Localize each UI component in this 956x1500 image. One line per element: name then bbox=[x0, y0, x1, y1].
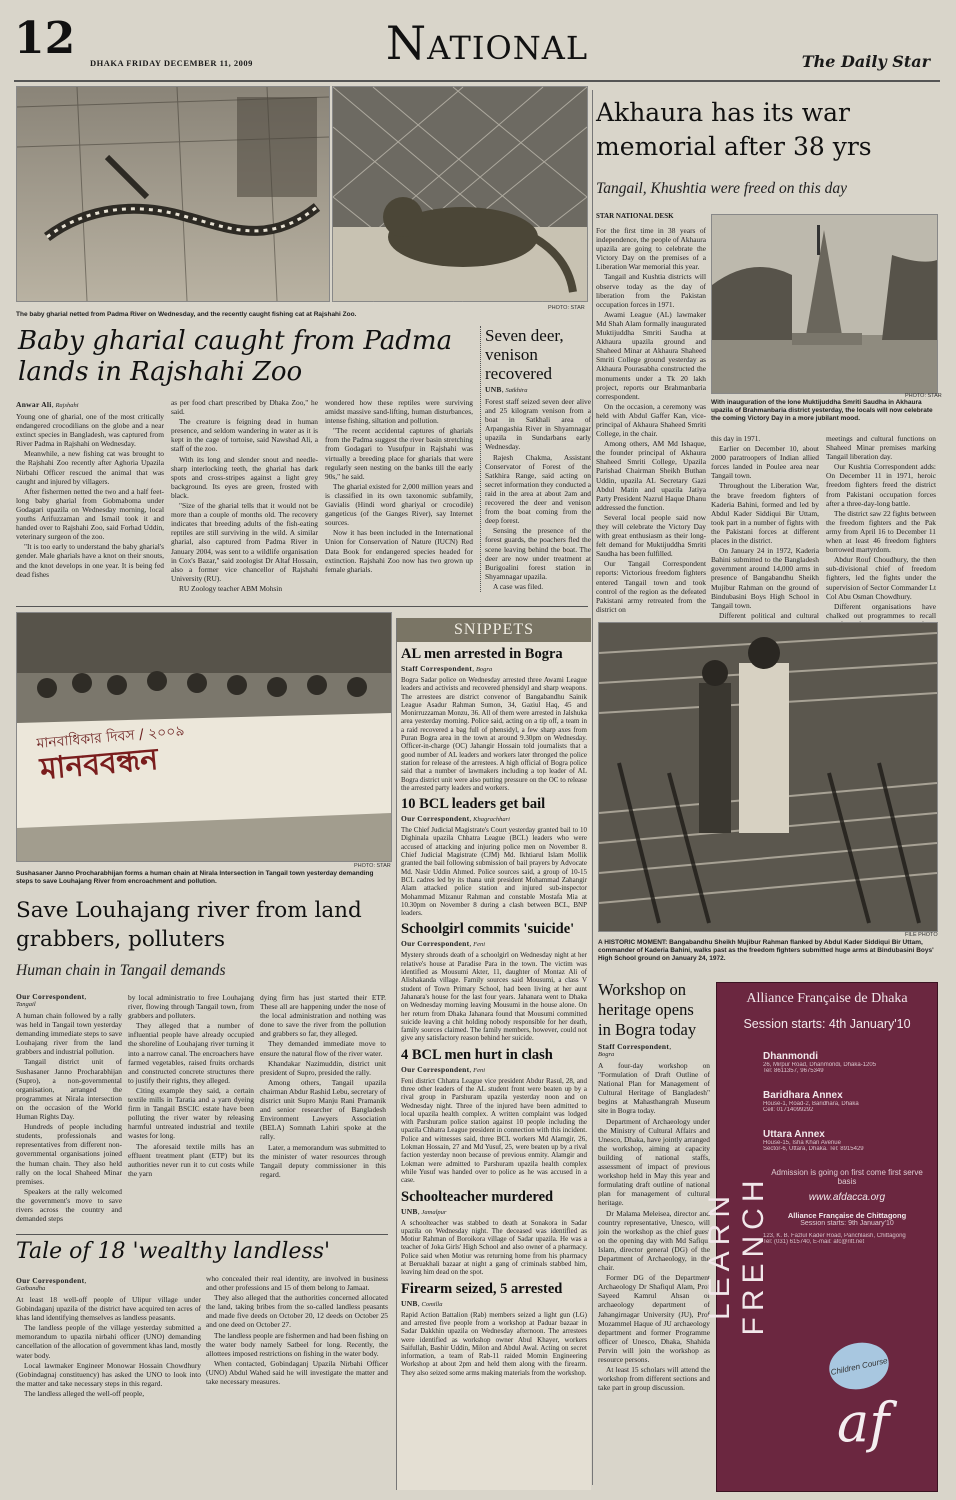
svg-text:মানবাধিকার দিবস / ২০০৯: মানবাধিকার দিবস / ২০০৯ bbox=[35, 723, 186, 752]
louhajang-headline: Save Louhajang river from land grabbers, polluters bbox=[16, 898, 362, 952]
louhajang-col3: dying firm has just started their ETP. These all are happening under the nose of the local administration and nothing was done to save the river from the pollution and grabbers so far, they alleged. They demanded immediate move to ensure the natural flow of the river water. Khandakar Nazimuddin, district unit president of Supro, presided the rally. Among others, Tangail upazila chairman Abdur Rashid Lebu, secretary of district unit Supro Manju Rani Pramanik and senior researcher of Bangladesh Environment Lawyers Association (BELA) Somnath Lahiri spoke at the rally. Later, a memorandum was submitted to the minister of water resources through Tangail deputy commissioner in this regard. bbox=[260, 993, 386, 1179]
akhaura-subhead: Tangail, Khushtia were freed on this day bbox=[596, 180, 848, 197]
akhaura-col1: For the first time in 38 years of independence, the people of Akhaura upazila are going to celebrate the Victory Day on the premises of a Liberation War memorial this year. Tangail and Kushtia districts will observe today as the day of liberation from the Pakistan occupation forces in 1971. Awami League (AL) lawmaker Md Shah Alam formally inaugurated Muktijuddha Smriti Saudha at Akhaura upazila ground and Shaheed Minar at Akhaura Shaheed Smriti College ground yesterday as Akhaura Pourasabha constructed the monuments under a Tk 20 lakh project, reports our Brahmanbaria correspondent. On the occasion, a ceremony was held with Abdul Gaffer Kan, vice-principal of Akhaura Shaheed Smriti College, in the chair. Among others, AM Md Ishaque, the founder principal of Akhaura Shaheed Smriti College, Upazila Parishad Chairman Sheikh Buthan Uddin, upazila AL Secretary Gazi Abdul Matin and upazila Jatiya Party President Nazrul Haque Dhanu addressed the function. Several local people said now they will celebrate the Victory Day with great enthusiasm as their long-felt demand for Muktijuddha Smriti Saudha has been fulfilled. Our Tangail Correspondent reports: Victorious freedom fighters entered Tangail town and took control of the region as the defeated Pakistani army retreated from the district on bbox=[596, 226, 706, 614]
landless-col2: who concealed their real identity, are involved in business and other professions and 15 of them belong to Jamaat. They also alleged that the authorities concerned allocated the land, taking bribes from the so-called landless peasants and made five deeds on October 20, 12 deeds on October 25 and one deed on October 27. The landless people are fishermen and had been fishing on the water body namely Satbeel for long. Recently, the allottees imposed restrictions on fishing in the water body. When contacted, Gobindaganj Upazila Nirbahi Officer (UNO) Abdul Wahed said he will investigate the matter and take necessary measures. bbox=[206, 1274, 388, 1387]
deer-headline: Seven deer, venison recovered bbox=[485, 326, 564, 383]
louhajang-byline: Our Correspondent, Tangail bbox=[16, 992, 87, 1008]
human-chain-photo bbox=[16, 612, 392, 862]
gharial-photo bbox=[16, 86, 330, 302]
dateline: DHAKA FRIDAY DECEMBER 11, 2009 bbox=[90, 58, 253, 68]
historic-moment-photo bbox=[598, 622, 938, 932]
memorial-photo bbox=[711, 214, 938, 394]
akhaura-col3: meetings and cultural functions on Shaheed Minar premises marking Tangail liberation day. Our Kushtia Correspondent adds: On December 11 in 1971, heroic freedom fighters freed the district from Pakistani occupation forces after a three-day-long battle. The district saw 22 fights between the freedom fighters and the Pak army from April 16 to December 11 when at least 46 freedom fighters borrowed martyrdom. Abdur Rouf Choudhury, the then sub-divisional chief of freedom fighters, led the fights under the supervision of Sector Commander Lt Col Abu Osman Chowdhury. Different organisations have chalked out programmes to recall bbox=[826, 434, 936, 620]
deer-story: Seven deer, venison recovered UNB, Satkhira Forest staff seized seven deer alive and 25 kilogram venison from a boat in Satkhali area of Arpangashia River in Shyamnagar upazila in Sundarbans early Wednesday. Rajesh Chakma, Assistant Conservator of Forest of the Satkhira Range, said acting on secret information they conducted a raid in the area at about 2am and recovered the deer and venison from the boat coming from the deep forest. Sensing the presence of the forest guards, the poachers fled the scene leaving behind the boat. The deer are now under treatment at Burigoalini forest station in Shyamnagar upazila. A case was filed. bbox=[480, 326, 591, 592]
ad-children-badge: Children Course bbox=[825, 1337, 893, 1394]
gharial-col3: wondered how these reptiles were surviving amidst massive sand-lifting, human disturbances, intense fishing, siltation and pollution. "The recent accidental captures of gharials from the Padma suggest the river basin stretching from Godagari to Yusufpur in Rajshahi was virtually a breeding place for gharials that were regularly seen nesting on the banks till the early 90s," he said. The gharial existed for 2,000 million years and is classified in its own taxonomic subfamily, Gavialis (Hindi word ghariyal or crocodile) gangeticus (of the Ganges River), say Internet sources. Now it has been included in the International Union for Conservation of Nature (IUCN) Red Data Book for endangered species headed for extinction. Rajshahi Zoo now has two grown up female gharials. bbox=[325, 398, 473, 574]
human-chain-credit: PHOTO: STAR bbox=[354, 863, 391, 869]
louhajang-col1: A human chain followed by a rally was held in Tangail town yesterday demanding immediate steps to save Louhajang river from the land grabbers and industrial pollution. Tangail district unit of Sushasaner Janno Procharabhijan (Supro), a non-governmental organisation, arranged the programmes at Nirala intersection on the occasion of the World Human Rights Day. Hundreds of people including students, professionals and representatives from different non-governmental organisations joined the human chain. They also held rally on the local Shaheed Minar premises. Speakers at the rally welcomed the government's move to save rivers across the country and demanded steps bbox=[16, 1011, 122, 1224]
gharial-byline: Anwar Ali, Rajshahi bbox=[16, 400, 79, 409]
paper-logo: The Daily Star bbox=[801, 52, 930, 71]
gharial-photo-credit: PHOTO: STAR bbox=[548, 305, 585, 311]
ad-ctg-title: Alliance Française de Chittagong bbox=[787, 1211, 907, 1220]
louhajang-col2: by local administratio to free Louhajang river, flowing through Tangail town, from grabbers and polluters. They alleged that a number of influential people have already occupied the shoreline of Louhajang river turning it into a narrow canal. The encroachers have farmed vegetables, raised fruits orchards and constructed concrete structures there to justify their rights, they alleged. Citing example they said, a certain textile mills in Taratia and a yarn dyeing firm in Tangail BSCIC estate have been polluting the river water by releasing harmful untreated industrial and textile wastes for long. The aforesaid textile mills has an effluent treatment plant (ETP) but its authorities never run it to cut costs while the yarn bbox=[128, 993, 254, 1178]
workshop-headline: Workshop on heritage opens in Bogra today bbox=[598, 980, 697, 1039]
human-chain-caption: Sushasaner Janno Procharabhijan forms a human chain at Nirala Intersection in Tangail town yesterday demanding steps to save Louhajang River from encroachment and pollution. bbox=[16, 870, 374, 885]
memorial-photo-credit: PHOTO: STAR bbox=[905, 393, 942, 399]
historic-photo-credit: FILE PHOTO bbox=[905, 932, 938, 938]
ad-branch: Baridhara Annex House-1, Road-2, Baridhara, Dhaka Cell: 01714099292 bbox=[763, 1090, 859, 1113]
snippet-item: Schoolgirl commits 'suicide' Our Correspondent, Feni Mystery shrouds death of a schoolgirl on Wednesday night at her relative's house at Paradise Para in the town. The victim was identified as Mousumi Akter, 11, daughter of Montaz Ali of Alishakanda village. Family sources said Mousumi, a class V student of Town Primary School, had been living at her aunt Jahanara's house for the last four years. Jahanara went to Dhaka on Wednesday morning leaving Mousumi in the house alone. On her return from Dhaka Jahanara found that Mousumi committed suicide leaving a chit holding nobody responsible for her death, family sources claimed. The family members, however, could not give any satisfactory reason behind her suicide. bbox=[401, 921, 587, 1043]
af-logo: af bbox=[837, 1391, 890, 1454]
ad-title: Alliance Française de Dhaka bbox=[746, 991, 908, 1006]
akhaura-col2: this day in 1971. Earlier on December 10, about 2000 paratroopers of Indian allied forces landed in Poulee area near Tangail town. Throughout the Liberation War, the brave freedom fighters of Kaderia Bahini, formed and led by Abdul Kader Siddiqui Bir Uttam, took part in a number of fights with the Pakistani forces at different places in the district. On January 24 in 1972, Kaderia Bahini submitted to the Bangladesh government around 14,000 arms in presence of Bangabandhu Sheikh Mujibur Rahman on the ground of Bindubasini Boys High School in Tangail town. Different political and cultural bbox=[711, 434, 819, 620]
banner-text: মানববন্ধন bbox=[38, 741, 160, 788]
snippets-header: SNIPPETS bbox=[397, 618, 591, 642]
ad-admission: Admission is going on first come first serve basis bbox=[771, 1168, 923, 1186]
page-number: 12 bbox=[14, 13, 76, 64]
akhaura-byline: STAR NATIONAL DESK bbox=[596, 212, 674, 220]
memorial-caption: With inauguration of the lone Muktijuddha Smriti Saudha in Akhaura upazila of Brahmanbaria district yesterday, the locals will now celebrate the coming Victory Day in a more jubilant mood. bbox=[711, 399, 933, 422]
akhaura-headline: Akhaura has its war memorial after 38 yrs bbox=[596, 98, 872, 161]
landless-col1: At least 18 well-off people of Ulipur village under Gobindaganj upazila of the district have acquired ten acres of khas land identifying themselves as landless peasants. The landless people of the village yesterday submitted a memorandum to upazila nirbahi officer (UNO) demanding cancellation of the allocation of government khas land, mostly water body. Local lawmaker Engineer Monowar Hossain Chowdhury (Gobindagnaj constituency) has asked the UNO to look into the matter and take necessary steps in this regard. The landless alleged the well-off people, bbox=[16, 1295, 201, 1398]
ad-website: www.afdacca.org bbox=[808, 1192, 886, 1203]
ad-vertical-text: LEARN FRENCH bbox=[703, 1174, 770, 1336]
ad-ctg-session: Session starts: 9th January'10 bbox=[800, 1220, 894, 1227]
snippet-item: Schoolteacher murdered UNB, Jamalpur A schoolteacher was stabbed to death at Sonakora in Sadar upazila on Wednesday night. The deceased was identified as Motiur Rahman of Boroikora village of Sadar upazila. He was a teacher of Joka Girls' High School and also owner of a pharmacy. Police said when Motiur was returning home from his pharmacy at Beruakhali bazaar at night a gang of criminals stabbed him, leaving him dead on the spot. bbox=[401, 1188, 587, 1277]
landless-headline: Tale of 18 'wealthy landless' bbox=[16, 1239, 331, 1264]
landless-byline: Our Correspondent, Gaibandha bbox=[16, 1276, 87, 1292]
louhajang-subhead: Human chain in Tangail demands bbox=[16, 962, 226, 979]
workshop-byline: Staff Correspondent, Bogra bbox=[598, 1042, 672, 1058]
historic-caption: A HISTORIC MOMENT: Bangabandhu Sheikh Mujibur Rahman flanked by Abdul Kader Siddiqui Bir Uttam, commander of Kaderia Bahini, walks past as the freedom fighters submitted huge arms at Bindubasini Boys' High School ground on January 24, 1972. bbox=[598, 939, 934, 962]
snippet-item: 4 BCL men hurt in clash Our Correspondent, Feni Feni district Chhatra League vice president Abdur Rasul, 28, and three other leaders of the AL student front were beaten up by a rival group in Parshuram upazila yesterday noon and on Wednesday night. Three of the injured have been admitted to local upazila health complex. A written complaint was lodged with Parshuram police station against 10 people including the upazila Chhatra League president in connection with this incident. Police and witnesses said, three BCL workers Md Alamgir, 26, Lokman Hossain, 27 and Md Yusuf, 25, were beaten up by a rival faction yesterday noon because of previous enmity. Alamgir and Lokman were admitted to Parshuram upazila health complex while Yusuf was handed over to police as he was accused in a case. bbox=[401, 1046, 587, 1185]
snippet-item: Firearm seized, 5 arrested UNB, Comilla Rapid Action Battalion (Rab) members seized a light gun (LG) and arrested five people from a workshop at Paduar bazaar in Sadar Dakkhin upazila on Wednesday afternoon. The arrestees were identified as workshop owner Abul Khayer, workers Saifullah, Bashir Uddin, Milon and Abdul Awal. Acting on secret information, a team of Rab-11 raided Momin Engineering Workshop at about 2pm and held them along with the firearm. They also seized some arms making materials from the workshop. bbox=[401, 1280, 587, 1377]
gharial-caption: The baby gharial netted from Padma River on Wednesday, and the recently caught fishing cat at Rajshahi Zoo. bbox=[16, 311, 357, 318]
workshop-body: A four-day workshop on "Formulation of Draft Outline of National Plan for Management of Cultural Heritage of Bangladesh" begins at Mahasthangrah Museum site in Bogra today. Department of Archaeology under the Ministry of Cultural Affairs and Unesco, Dhaka, have jointly arranged the workshop, aiming at capacity building of national staffs, assessment of impact of previous workshop held in May this year and formulating draft outline of national plan for management of cultural heritage. Dr Malama Meleisea, director and country representative, Unesco, will join the workshop as the chief guest on the opening day with Md Safiqul Islam, director general (DG) of the Department of Archaeology, in the chair. Former DG of the Department Archaeology Dr Shafiqul Alam, Prof Sayeed Kamrul Ahsan of archaeology department of Jahangirnagar University (JU), Prof Mozammel Haque of JU archaeology department and former Programme officer of Unesco, Dhaka, Shahida Pervin will join the workshop as resource persons. At least 15 scholars will attend the workshop from different sections and take part in group discussion. bbox=[598, 1061, 710, 1393]
alliance-francaise-ad: Alliance Française de Dhaka Session starts: 4th January'10 LEARN FRENCH Dhanmondi 26, Mirpur Road, Dhanmondi, Dhaka-1205 Tel: 8611357, 9675349 Baridhara Annex House-1, Road-2, Baridhara, Dhaka Cell: 01714099292 Uttara Annex House-15, Isha Khan Avenue Sector-6, Uttara, Dhaka. Tel: 8915429 Admission is going on first come first serve basis www.afdacca.org Alliance Française de Chittagong Session starts: 9th January'10 123, K. B. Fazlul Kader Road, Panchlaish, Chittagong Tel: (031) 615740, E-mail: afc@ritt.net Children Course af bbox=[716, 982, 938, 1492]
section-title: National bbox=[385, 16, 589, 70]
gharial-col2: as per food chart prescribed by Dhaka Zoo," he said. The creature is feigning dead in human presence, and seldom wandering in water as it is kept in the cage of tortoise, said Nawshad Ali, a staff of the zoo. With its long and slender snout and needle-sharp interlocking teeth, the gharial has dark spots and cross-stripes against a light grey background. Its eyes are green, frosted with black. "Size of the gharial tells that it would not be more than a couple of months old. The recovery indicates that breeding adults of the fish-eating reptiles are still surviving in the wild. A similar gharial, also captured from Padma River in January 2004, was sent to a wildlife organisation in Cox's Bazar," said zoologist Dr Altaf Hossain, also a former vice chancellor of Rajshahi University (RU). RU Zoology teacher ABM Mohsin bbox=[171, 398, 318, 593]
deer-byline: UNB, Satkhira bbox=[485, 385, 528, 394]
ad-branch: Uttara Annex House-15, Isha Khan Avenue Sector-6, Uttara, Dhaka. Tel: 8915429 bbox=[763, 1129, 864, 1152]
fishing-cat-photo bbox=[332, 86, 588, 302]
snippet-item: 10 BCL leaders get bail Our Correspondent, Khagrachhari The Chief Judicial Magistrate's Court yesterday granted bail to 10 Dighinala upazila Chhatra League (BCL) leaders who were accused of attacking and injuring police men on November 8. Chief Judicial Magistrate (CJM) Md. Ikhtiarul Islam Mollik granted the bail following submission of bail prayers by Advocate Md. Nasir Uddin Ahmed. Police sources said, a group of 10-15 BCL cadres led by its thana unit president Mohammad Zahangir Alam attacked police station and injured sub-inspector Mohammad Mizanur Rahman and constable Mostafa Mia at 10.30pm on November 8 during a clash between BCL, BNP leaders. bbox=[401, 796, 587, 918]
snippets-column bbox=[396, 618, 591, 1490]
ad-branch: Dhanmondi 26, Mirpur Road, Dhanmondi, Dhaka-1205 Tel: 8611357, 9675349 bbox=[763, 1051, 877, 1074]
ad-session: Session starts: 4th January'10 bbox=[743, 1017, 911, 1031]
gharial-headline: Baby gharial caught from Padma lands in Rajshahi Zoo bbox=[18, 326, 453, 387]
gharial-col1: Young one of gharial, one of the most critically endangered crocodilians on the globe and a near extinct species in Bangladesh, was captured from River Padma in Rajshahi on Wednesday. Meanwhile, a new fishing cat was brought to the Rajshahi Zoo recently after Aghoria Upazila Nirbahi Officer rescued the animal that was caught and injured by villagers. After fishermen netted the two and a half feet-long baby gharial from Gobmaboma under Godagari upazila on Wednesday morning, local youths Arifuzzaman and Ismail took it and handed over to Rajshahi Zoo, said Forhad Uddin, veterinary surgeon of the zoo. "It is too early to understand the baby gharial's gender. Male gharials have a knot on their snouts, and the knot develops in one year. It is being fed dead fishes bbox=[16, 412, 164, 579]
snippet-item: AL men arrested in Bogra Staff Correspondent, Bogra Bogra Sadar police on Wednesday arrested three Awami League leaders and activists and recovered phensidyl and sharp weapons. The arrestees are district convenor of Bangabandhu Sainik League Asadur Rahman Sumon, 34, Gaziul Haq, 45 and Monirruzzaman Monzu, 36. All of them were arrested in Jalshuka area yesterday morning. Police said, acting on a tip off, a team in a raid recovered a bag full of phensidyl, a few sharp axes from Puran Bogra area in the town at around 9.30pm on Wednesday. Officer-in-charge (OC) Jahangir Hossain told journalists that a good number of AL leaders and workers later thronged the police station for release of the arrestees. A high official of Bogra police said that a number of lawmakers including a top leader of AL Bogra district unit were also putting pressure on the OC to release the arrested party leaders and workers. bbox=[401, 646, 587, 792]
